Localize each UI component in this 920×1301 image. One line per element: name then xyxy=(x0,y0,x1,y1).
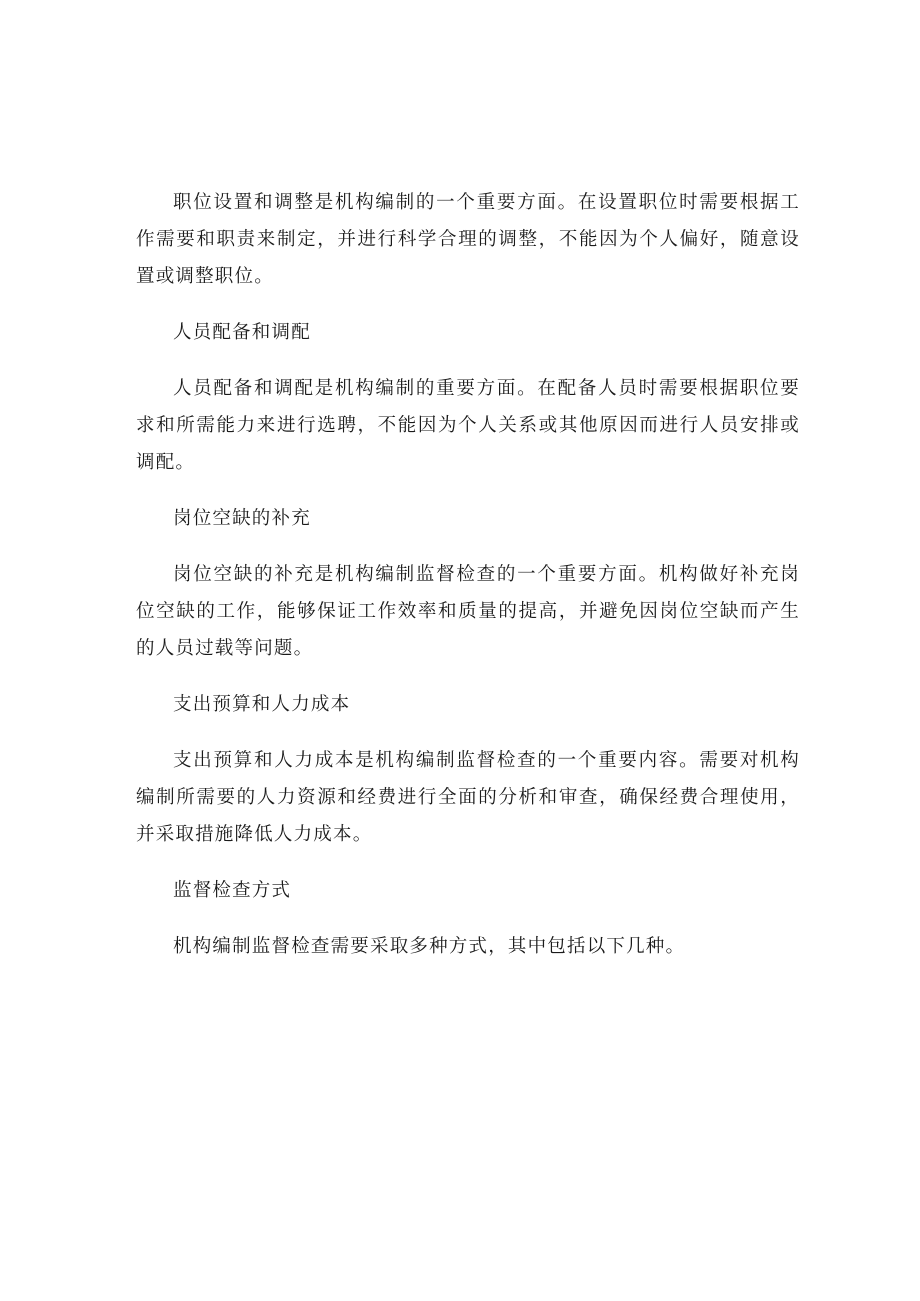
paragraph-budget: 支出预算和人力成本是机构编制监督检查的一个重要内容。需要对机构编制所需要的人力资源和经费进行全面的分析和审查，确保经费合理使用，并采取措施降低人力成本。 xyxy=(136,750,800,845)
paragraph-vacancy: 岗位空缺的补充是机构编制监督检查的一个重要方面。机构做好补充岗位空缺的工作，能够保证工作效率和质量的提高，并避免因岗位空缺而产生的人员过载等问题。 xyxy=(136,564,800,659)
heading-inspection-methods: 监督检查方式 xyxy=(173,880,292,901)
paragraph-inspection-methods: 机构编制监督检查需要采取多种方式，其中包括以下几种。 xyxy=(173,936,686,957)
paragraph-position-setting: 职位设置和调整是机构编制的一个重要方面。在设置职位时需要根据工作需要和职责来制定，并进行科学合理的调整，不能因为个人偏好，随意设置或调整职位。 xyxy=(136,192,800,287)
heading-staffing: 人员配备和调配 xyxy=(173,322,311,343)
heading-vacancy: 岗位空缺的补充 xyxy=(173,508,311,529)
heading-budget: 支出预算和人力成本 xyxy=(173,694,351,715)
document-page xyxy=(136,184,800,984)
paragraph-staffing: 人员配备和调配是机构编制的重要方面。在配备人员时需要根据职位要求和所需能力来进行选聘，不能因为个人关系或其他原因而进行人员安排或调配。 xyxy=(136,378,800,473)
